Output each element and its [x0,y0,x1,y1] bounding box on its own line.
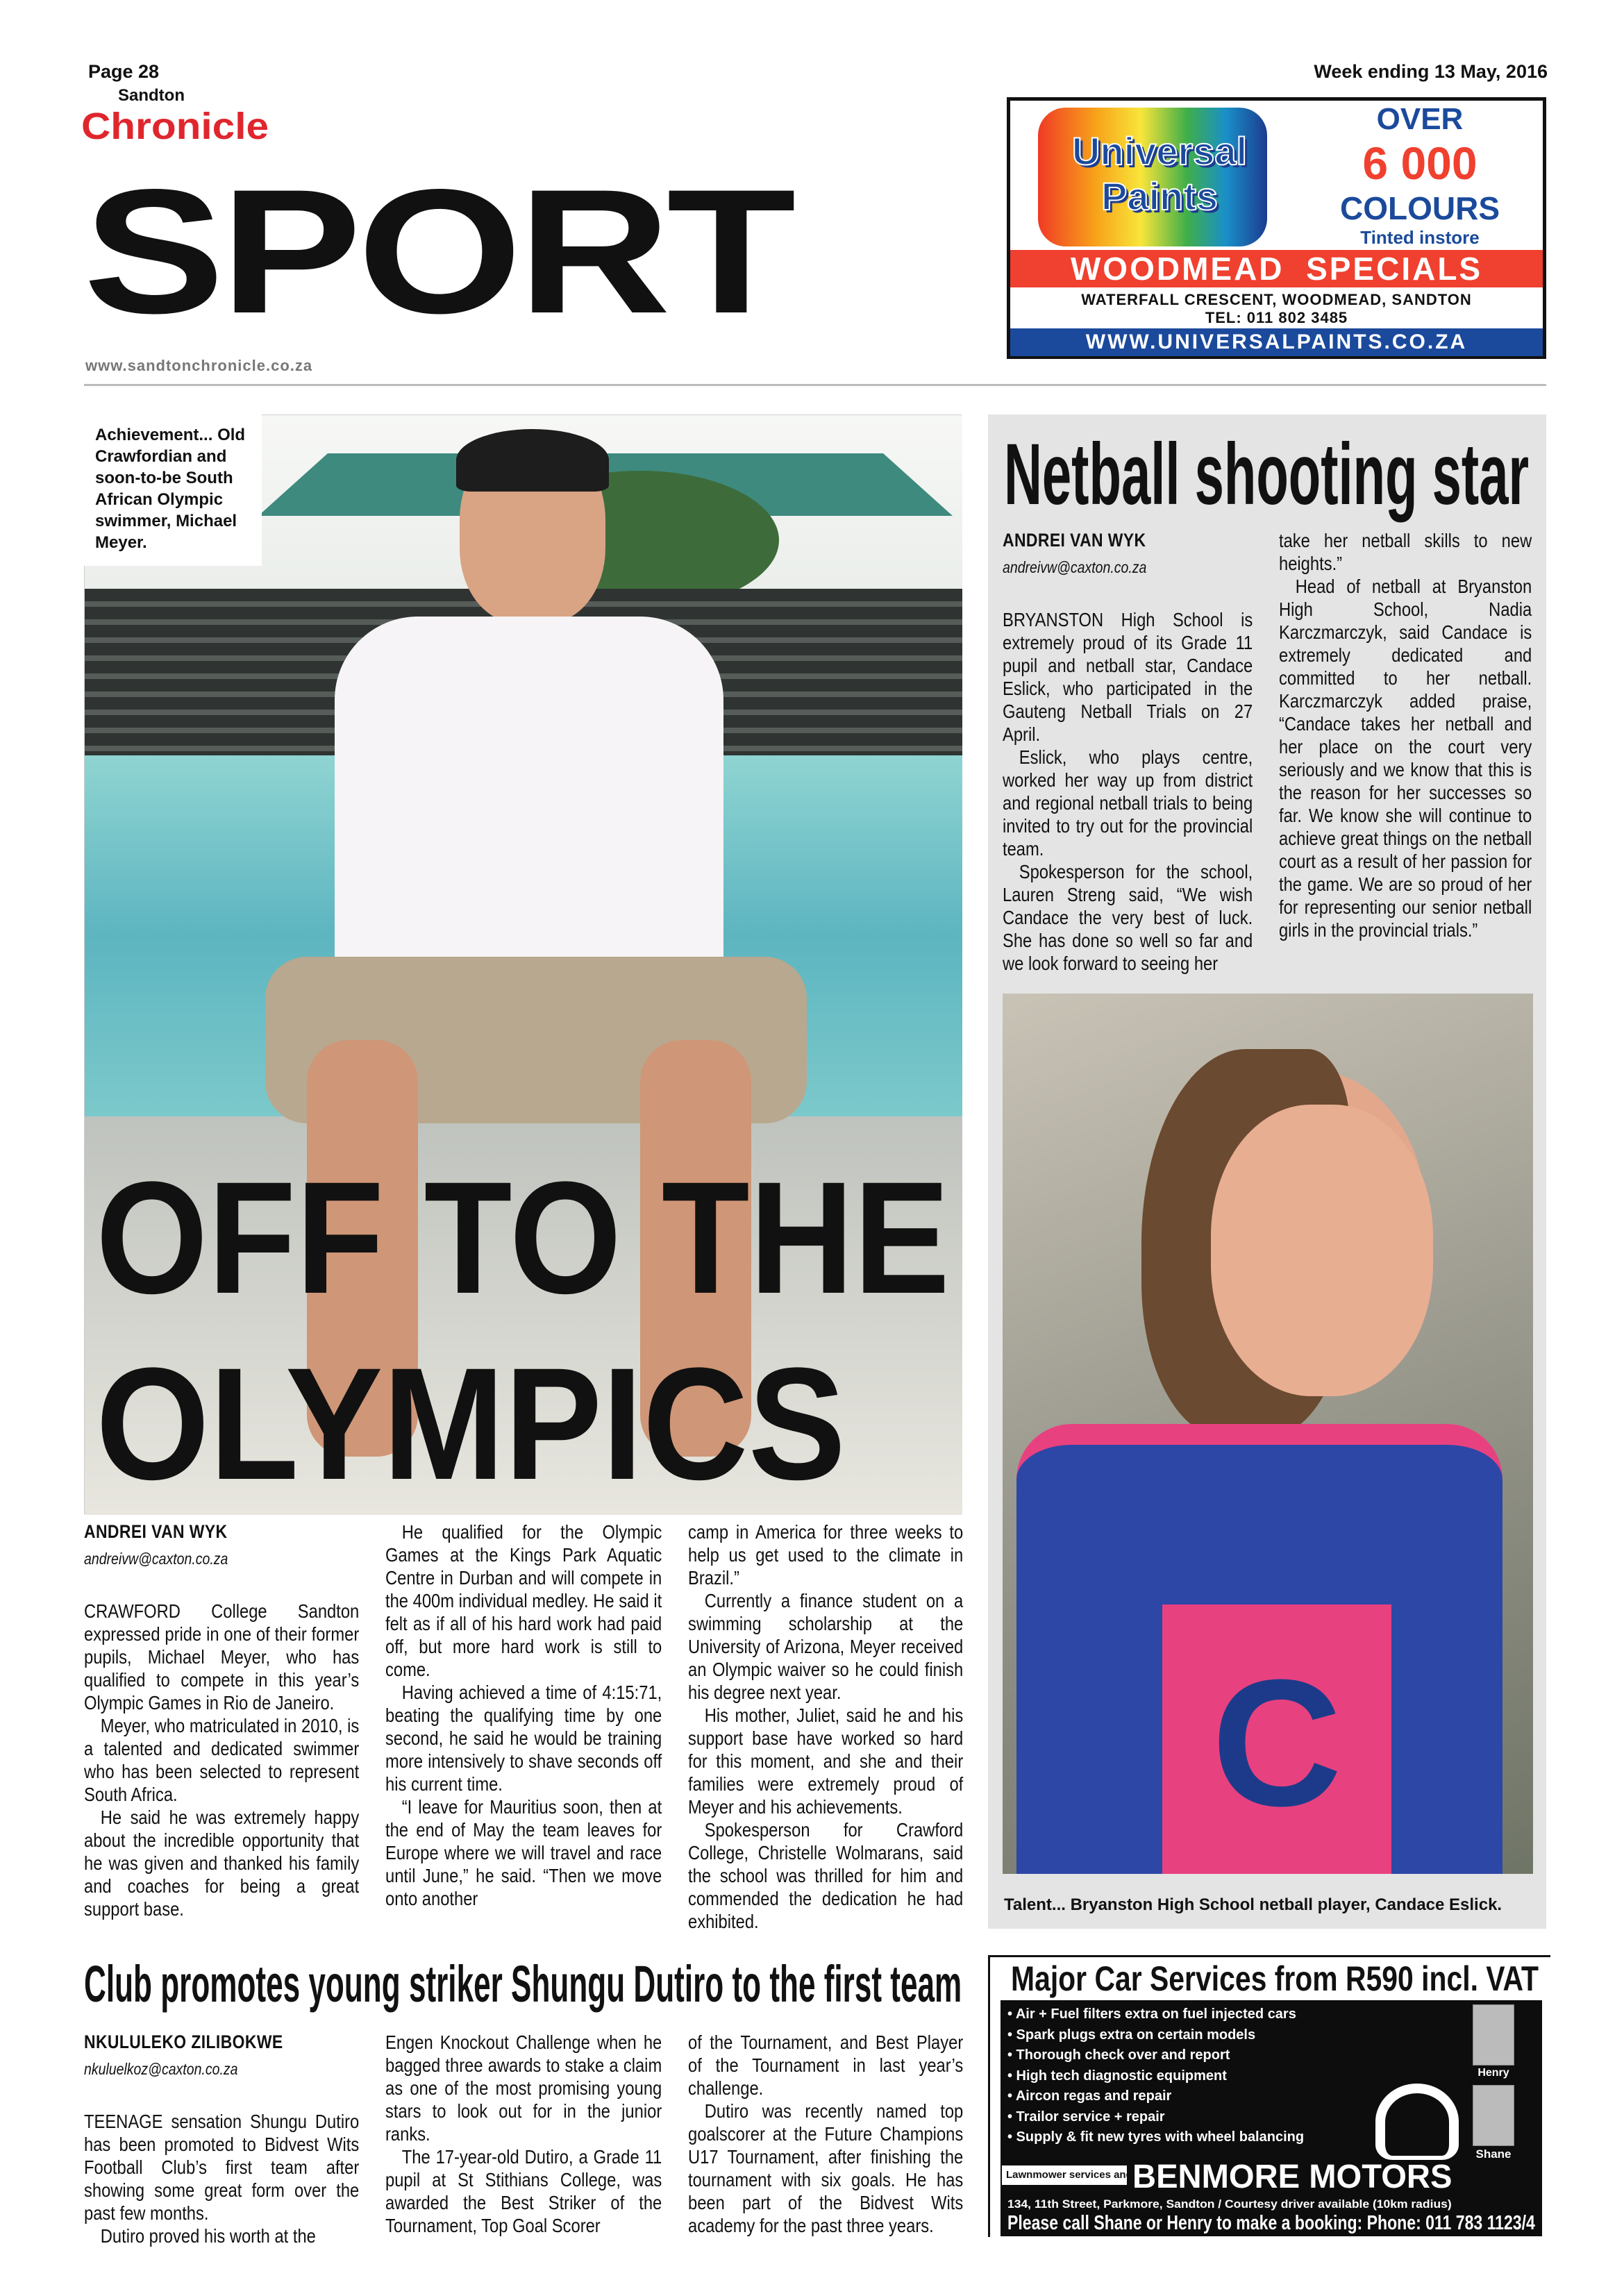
benmore-motors-ad[interactable] [988,1955,1550,2237]
car-ad-panel [1001,2000,1542,2236]
paragraph: Dutiro was recently named top goalscorer at the Future Champions U17 Tournament, after finishing the tournament with six goals. He has been part of the Bidvest Wits academy for the past three years. [688,2100,964,2236]
woodmead-specials-banner: WOODMEAD SPECIALS [1010,250,1543,287]
paragraph: camp in America for three weeks to help us get used to the climate in Brazil.” [688,1521,964,1589]
garage-address: 134, 11th Street, Parkmore, Sandton / Courtesy driver available (10km radius) [1007,2197,1452,2211]
club-column-3 [688,2031,963,2239]
netball-player-photo [1003,994,1533,1874]
paragraph: Spokesperson for Crawford College, Christelle Wolmarans, said the school was thrilled for him and commended the dedication he had exhibited. [688,1819,964,1932]
paragraph: Dutiro proved his worth at the [100,2225,316,2247]
paragraph: Having achieved a time of 4:15:71, beating the qualifying time by one second, he said he would be training more intensively to shave seconds off his current time. [385,1682,662,1795]
paragraph: He qualified for the Olympic Games at the Kings Park Aquatic Centre in Durban and will compete in the 400m individual medley. He said it felt as if all of his hard work had paid off, but more hard work is still to come. [385,1521,662,1680]
paragraph: “I leave for Mauritius soon, then at the end of May the team leaves for Europe where we will travel and race until June,” he said. “Then we move onto another [385,1796,662,1909]
henry-photo [1473,2004,1514,2065]
club-headline: Club promotes young striker Shungu Dutiro to the first team [84,1955,962,2013]
store-address: WATERFALL CRESCENT, WOODMEAD, SANDTON TEL: 011 802 3485 [1081,291,1472,326]
cap [456,429,609,492]
byline: NKULULEKO ZILIBOKWE [84,2031,283,2052]
page-number: Page 28 [88,61,160,82]
paragraph: Currently a finance student on a swimming scholarship at the University of Arizona, Meyer received an Olympic waiver so he could finish his degree next year. [688,1590,964,1703]
photo-caption: Achievement... Old Crawfordian and soon-to-be South African Olympic swimmer, Michael Meyer. [84,414,262,566]
netball-title: Netball shooting star [1004,426,1530,523]
universal-paints-logo: Universal Paints [1071,129,1248,218]
shane-photo [1473,2085,1514,2146]
issue-date: Week ending 13 May, 2016 [1314,61,1548,82]
olympics-column-1 [84,1520,359,1944]
paragraph: Spokesperson for the school, Lauren Streng said, “We wish Candace the very best of luck. She has done so well so far and we look forward to seeing her [1003,861,1253,974]
shell-logo-icon [1375,2084,1459,2160]
olympics-column-2 [385,1520,662,1944]
paragraph: BRYANSTON High School is extremely proud of its Grade 11 pupil and netball star, Candace Eslick, who participated in the Gauteng Netball Trials on 27 April. [1003,609,1253,745]
byline-email[interactable]: andreivw@caxton.co.za [84,1550,228,1568]
headline-line1: OFF TO THE [96,1148,950,1327]
store-url[interactable]: WWW.UNIVERSALPAINTS.CO.ZA [1010,328,1543,356]
logo-sandton: Sandton [118,86,185,105]
car-ad-headline: Major Car Services from R590 incl. VAT [1011,1959,1539,1998]
paragraph: TEENAGE sensation Shungu Dutiro has been promoted to Bidvest Wits Football Club’s first team after showing some great form over the past few months. [84,2111,360,2224]
netball-column-1 [1003,529,1253,973]
byline-email[interactable]: nkuluelkoz@caxton.co.za [84,2060,238,2078]
service-list: • Air + Fuel filters extra on fuel injected cars • Spark plugs extra on certain models • Thorough check over and report • High tech diagnostic equipment • Aircon regas and repair • Trailor service + repair • Supply & fit new tyres with wheel balancing [1007,2006,1305,2145]
shane-label: Shane [1475,2147,1512,2161]
lawnmower-label: Lawnmower services and repairs [1002,2165,1127,2185]
paragraph: The 17-year-old Dutiro, a Grade 11 pupil at St Stithians College, was awarded the Best Striker of the Tournament, Top Goal Scorer [385,2146,662,2236]
website-link[interactable]: www.sandtonchronicle.co.za [85,357,313,374]
headline-line2: OLYMPICS [96,1334,846,1513]
netball-caption: Talent... Bryanston High School netball player, Candace Eslick. [1004,1895,1502,1914]
byline: ANDREI VAN WYK [84,1521,228,1542]
booking-phone[interactable]: Please call Shane or Henry to make a booking: Phone: 011 783 1123/4 [1007,2212,1535,2234]
bib-letter: C [1162,1604,1391,1874]
colours-promo: OVER 6 000 COLOURS Tinted instore [1340,102,1500,248]
paragraph: His mother, Juliet, said he and his support base have worked so hard for this moment, and she and their families were extremely proud of Meyer and his achievements. [688,1704,964,1818]
logo-chronicle: Chronicle [81,106,269,147]
paragraph: Meyer, who matriculated in 2010, is a talented and dedicated swimmer who has been selected to represent South Africa. [84,1715,360,1805]
club-column-2 [385,2031,662,2239]
paragraph: Engen Knockout Challenge when he bagged three awards to stake a claim as one of the most promising young stars to look out for in the junior ranks. [385,2031,662,2145]
byline: ANDREI VAN WYK [1003,530,1146,551]
henry-label: Henry [1477,2067,1509,2079]
header-rule [84,384,1546,386]
benmore-brand: BENMORE MOTORS [1132,2159,1453,2195]
netball-column-2 [1279,529,1532,973]
olympics-column-3 [688,1520,963,1944]
paragraph: Eslick, who plays centre, worked her way up from district and regional netball trials to being invited to try out for the provincial team. [1003,746,1253,860]
universal-paints-ad[interactable] [1007,97,1546,359]
paragraph: of the Tournament, and Best Player of the Tournament in last year’s challenge. [688,2031,964,2099]
white-tshirt [335,617,723,978]
paragraph: CRAWFORD College Sandton expressed pride in one of their former pupils, Michael Meyer, who has qualified to compete in this year’s Olympic Games in Rio de Janeiro. [84,1600,360,1713]
paragraph: Head of netball at Bryanston High School, Nadia Karczmarczyk, said Candace is extremely dedicated and committed to her netball. Karczmarczyk added praise, “Candace takes her netball and her place on the court very seriously and we know that this is the reason for her successes so far. We know she will continue to achieve great things on the netball court as a result of her passion for the game. We are so proud of her for representing our senior netball girls in the provincial trials.” [1279,576,1532,941]
section-title: SPORT [83,153,792,351]
paragraph: take her netball skills to new heights.” [1279,530,1532,574]
paragraph: He said he was extremely happy about the incredible opportunity that he was given and thanked his family and coaches for being a great support base. [84,1807,360,1920]
byline-email[interactable]: andreivw@caxton.co.za [1003,558,1147,576]
club-column-1 [84,2031,360,2247]
